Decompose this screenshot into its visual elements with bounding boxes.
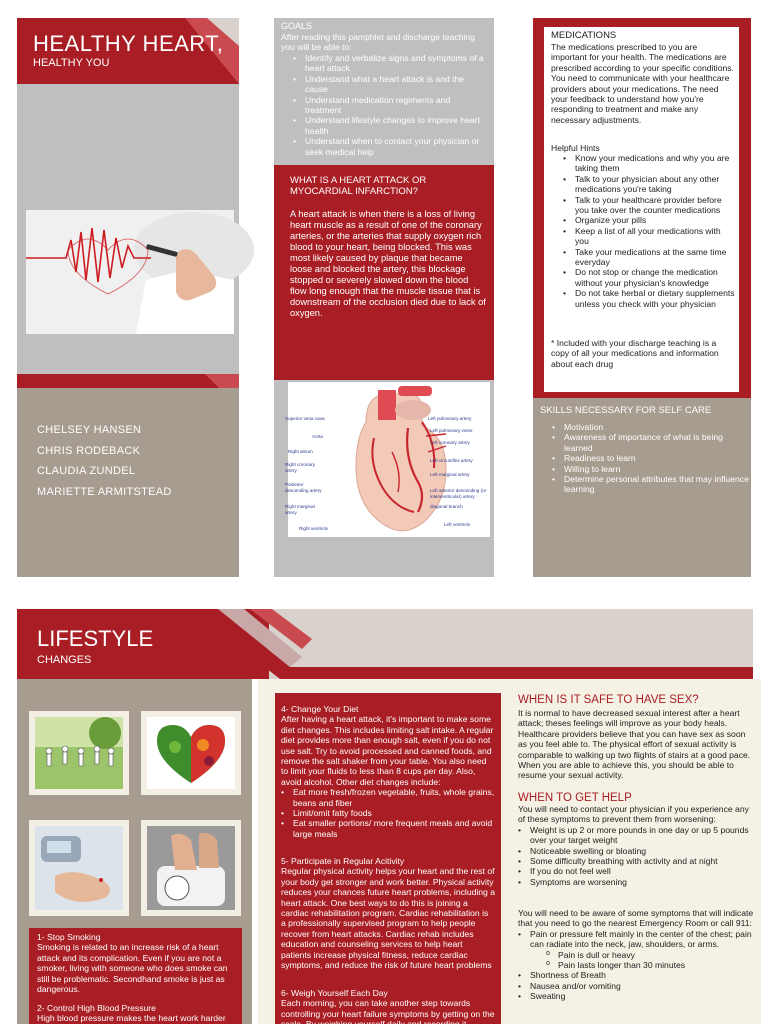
- glucose-meter-photo: [35, 826, 123, 910]
- hint-item: • Take your medications at the same time everyday: [551, 247, 735, 268]
- symptom-item: • If you do not feel well: [506, 866, 756, 876]
- skills-heading: SKILLS NECESSARY FOR SELF CARE: [540, 405, 712, 416]
- get-help-section: [518, 804, 756, 887]
- lifestyle-band-decoration: [190, 609, 753, 679]
- emergency-subitem: o Pain is dull or heavy: [506, 950, 756, 960]
- sex-safety-heading: WHEN IS IT SAFE TO HAVE SEX?: [518, 694, 699, 706]
- lifestyle-title: LIFESTYLE: [37, 626, 154, 651]
- diagram-label: Left marginal artery: [430, 472, 470, 477]
- get-help-heading: WHEN TO GET HELP: [518, 792, 632, 804]
- goal-item: • Understand lifestyle changes to improve heart health: [281, 115, 487, 136]
- stop-smoking-section: [37, 932, 237, 994]
- emergency-intro: You will need to be aware of some symptoms that will indicate that you need to go the nearest Emergency Room or call 911:: [518, 908, 754, 929]
- goal-item: • Identify and verbalize signs and symptoms of a heart attack: [281, 53, 487, 74]
- diet-heading: 4- Change Your Diet: [281, 704, 359, 714]
- hint-item: • Know your medications and why you are taking them: [551, 153, 735, 174]
- heartbeat-drawing-photo: [26, 210, 234, 334]
- hint-item: • Organize your pills: [551, 215, 735, 225]
- weigh-body: Each morning, you can take another step towards controlling your heart failure symptoms by getting on the scale. By weighing yourself daily and recording it: [281, 998, 495, 1030]
- goal-item: • Understand medication regiments and treatment: [281, 95, 487, 116]
- medications-body: The medications prescribed to you are important for your health. The medications are prescribed according to your specific conditions. You need to communicate with your healthcare providers about your medications. The need your feedback to understand how you're responding to treatment and make any necessary adjustments.: [551, 42, 734, 125]
- lifestyle-subtitle: CHANGES: [37, 654, 92, 666]
- cover-subtitle: HEALTHY YOU: [33, 57, 110, 69]
- goals-heading: GOALS: [281, 21, 313, 31]
- goals-list: [281, 53, 487, 157]
- blood-pressure-section: [37, 1003, 237, 1024]
- author-name: MARIETTE ARMITSTEAD: [37, 485, 172, 498]
- diet-list: [269, 787, 495, 839]
- cover-title: HEALTHY HEART,: [33, 31, 224, 56]
- heart-attack-heading: WHAT IS A HEART ATTACK OR MYOCARDIAL INFARCTION?: [290, 175, 427, 197]
- hint-item: • Talk to your physician about any other medications you're taking: [551, 174, 735, 195]
- diagram-label: Right ventricle: [299, 526, 329, 531]
- diet-section: [281, 704, 495, 839]
- diagram-label: Left ventricle: [444, 522, 471, 527]
- diagram-label: Left coronary artery: [430, 440, 470, 445]
- stop-smoking-body: Smoking is related to an increase risk of a heart attack and its complication. Even if you are not a smoker, living with someone who does smoke can still be problematic. Secondhand smoke is just as dangerous.: [37, 942, 228, 995]
- symptom-item: • Noticeable swelling or bloating: [506, 846, 756, 856]
- glucose-test-photo-tile: [29, 820, 129, 916]
- diagram-label: Left pulmonary artery: [428, 416, 472, 421]
- emergency-item: • Sweating: [506, 991, 756, 1001]
- skills-list: [540, 422, 750, 495]
- heart-shaped-produce-photo: [147, 717, 235, 789]
- diagram-label: Left pulmonary veins: [430, 428, 473, 433]
- emergency-item: • Nausea and/or vomiting: [506, 981, 756, 991]
- diagram-label: Right coronary artery: [285, 462, 315, 473]
- sex-safety-body: It is normal to have decreased sexual interest after a heart attack; theses feelings will improve as your body heals. Healthcare providers believe that you can have sex as soon as you feel able to. The physical effort of sexual activity is comparable to walking up two flights of stairs at a good pace. When you are able to achieve this, you should be able to resume your sexual activity.: [518, 708, 751, 781]
- author-name: CHELSEY HANSEN: [37, 424, 142, 436]
- bathroom-scale-photo: [147, 826, 235, 910]
- goal-item: • Understand what a heart attack is and the cause: [281, 74, 487, 95]
- skill-item: • Willing to learn: [540, 464, 750, 474]
- goal-item: • Understand when to contact your physician or seek medical help: [281, 136, 487, 157]
- skill-item: • Readiness to learn: [540, 453, 750, 463]
- emergency-section: [518, 908, 756, 1002]
- emergency-subitem: o Pain lasts longer than 30 minutes: [506, 960, 756, 970]
- emergency-item: • Pain or pressure felt mainly in the center of the chest; pain can radiate into the neck, jaw, shoulders, or arms.: [506, 929, 756, 950]
- hint-item: • Do not take herbal or dietary supplements unless you check with your physician: [551, 288, 735, 309]
- diagram-label: Right marginal artery: [285, 504, 315, 515]
- exercise-photo-tile: [29, 711, 129, 795]
- diet-item: • Limit/omit fatty foods: [269, 808, 495, 818]
- diagram-label: Left anterior descending (or interventricular) artery: [430, 488, 487, 499]
- heart-attack-body: A heart attack is when there is a loss of living heart muscle as a result of one of the coronary arteries, or the arteries that supply oxygen rich blood to your heart, being blocked. This was most likely caused by plaque that became loose and blocked the artery, this blockage stopped or severely slowed down the blood flow long enough that the muscle tissue that is downstream of the occlusion died due to lack of oxygen.: [290, 209, 486, 318]
- emergency-more-list: [506, 970, 756, 1001]
- blood-pressure-body: High blood pressure makes the heart work harder: [37, 1013, 226, 1024]
- diagram-label: Aorta: [312, 434, 323, 439]
- symptom-item: • Weight is up 2 or more pounds in one day or up 5 pounds over your target weight: [506, 825, 756, 846]
- skill-item: • Motivation: [540, 422, 750, 432]
- helpful-hints-list: [551, 153, 735, 309]
- symptom-item: • Some difficulty breathing with activity and at night: [506, 856, 756, 866]
- exercise-photo: [35, 717, 123, 789]
- blood-pressure-heading: 2- Control High Blood Pressure: [37, 1003, 156, 1013]
- weigh-section: [281, 988, 495, 1030]
- medications-note: * Included with your discharge teaching is a copy of all your medications and information about each drug: [551, 338, 719, 369]
- hint-item: • Talk to your healthcare provider before you take over the counter medications: [551, 195, 735, 216]
- hint-item: • Do not stop or change the medication without your physician's knowledge: [551, 267, 735, 288]
- diagram-label: Left circumflex artery: [430, 458, 473, 463]
- weight-scale-photo-tile: [141, 820, 241, 916]
- helpful-hints-heading: Helpful Hints: [551, 143, 600, 153]
- symptom-item: • Symptoms are worsening: [506, 877, 756, 887]
- medications-heading: MEDICATIONS: [551, 30, 617, 41]
- author-name: CLAUDIA ZUNDEL: [37, 465, 136, 477]
- activity-heading: 5- Participate in Regular Acitivity: [281, 856, 405, 866]
- goals-intro: After reading this pamphlet and discharge teaching you will be able to:: [281, 32, 475, 53]
- emergency-item: • Shortness of Breath: [506, 970, 756, 980]
- get-help-list: [506, 825, 756, 887]
- diet-item: • Eat more fresh/frozen vegetable, fruits, whole grains, beans and fiber: [269, 787, 495, 808]
- activity-section: [281, 856, 495, 970]
- healthy-food-photo-tile: [141, 711, 241, 795]
- emergency-list: [506, 929, 756, 950]
- stop-smoking-heading: 1- Stop Smoking: [37, 932, 101, 942]
- hint-item: • Keep a list of all your medications with you: [551, 226, 735, 247]
- diagram-label: diagonal branch: [430, 504, 463, 509]
- skill-item: • Determine personal attributes that may influence learning: [540, 474, 750, 495]
- diagram-label: Right atrium: [288, 449, 313, 454]
- skill-item: • Awareness of importance of what is being learned: [540, 432, 750, 453]
- weigh-heading: 6- Weigh Yourself Each Day: [281, 988, 388, 998]
- emergency-sublist: [506, 950, 756, 971]
- diagram-label: Posterior descending artery: [285, 482, 322, 493]
- diagram-label: Superior vena cava: [285, 416, 325, 421]
- author-name: CHRIS RODEBACK: [37, 444, 141, 457]
- authors-list: [37, 420, 172, 502]
- cover-strip-decoration: [205, 374, 239, 388]
- activity-body: Regular physical activity helps your heart and the rest of your body get stronger and work better. Physical activity reduces your chances future heart problems, including a heart attack. One best ways to do this is joining a cardiac rehabilitation program. Cardiac rehabilitation is a professionally supervised program to help people recover from heart attacks. Cardiac rehab includes education and counseling services to help heart patients increase physical fitness, reduce cardiac symptoms, and reduce the risk of future heart problems: [281, 866, 496, 971]
- diet-body: After having a heart attack, it's important to make some diet changes. This includes limiting salt intake. A regular diet provides more than enough salt, even if you do not use salt. Try to avoid processed and canned foods, and remove the salt shaker from your table. You also need to limit your fluids to less than 8 cups per day. Also, avoid alcohol. Other diet changes include:: [281, 714, 494, 787]
- get-help-intro: You will need to contact your physician if you experience any of these symptoms to prevent them from worsening:: [518, 804, 749, 825]
- diet-item: • Eat smaller portions/ more frequent meals and avoid large meals: [269, 818, 495, 839]
